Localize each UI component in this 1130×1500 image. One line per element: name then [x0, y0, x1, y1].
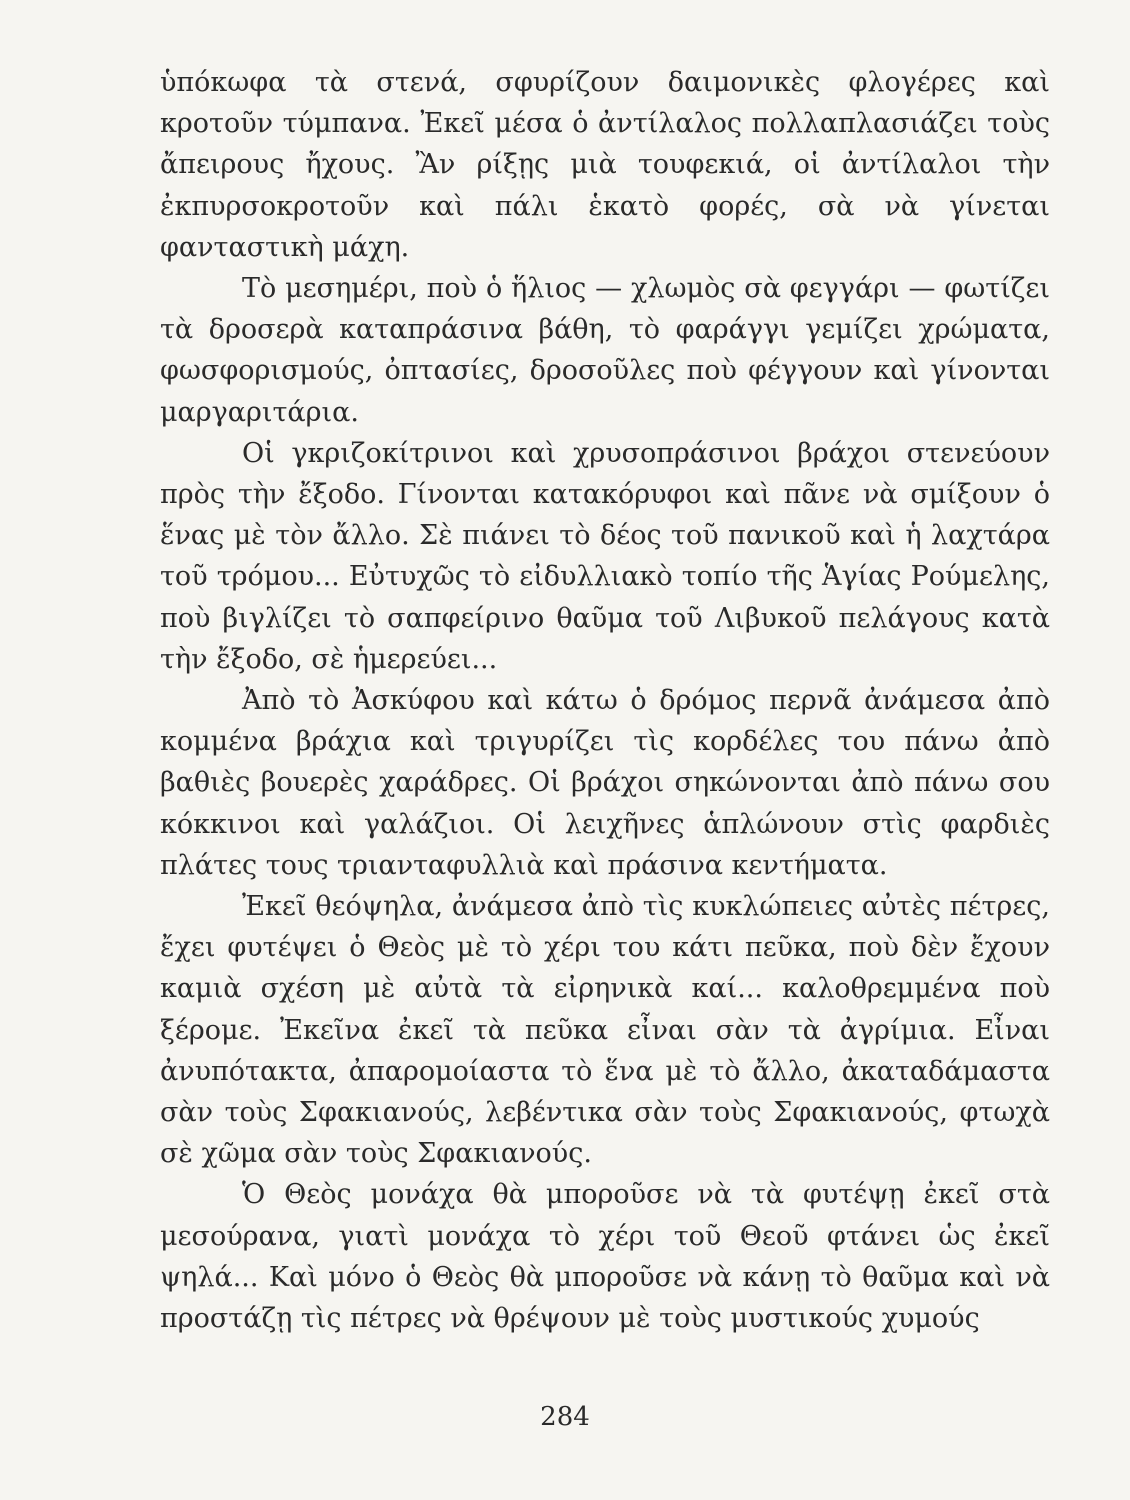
page-number: 284 [540, 1402, 590, 1432]
paragraph-1: ὑπόκωφα τὰ στενά, σφυρίζουν δαιμονικὲς φλογέρες καὶ κροτοῦν τύμπανα. Ἐκεῖ μέσα ὁ ἀντίλαλος πολλαπλασιάζει τοὺς ἄπειρους ἤχους. Ἂν ρίξῃς μιὰ τουφεκιά, οἱ ἀντίλαλοι τὴν ἐκπυρσοκροτοῦν καὶ πάλι ἑκατὸ φορές, σὰ νὰ γίνεται φανταστικὴ μάχη. [160, 67, 1050, 263]
paragraph-4: Ἀπὸ τὸ Ἀσκύφου καὶ κάτω ὁ δρόμος περνᾶ ἀνάμεσα ἀπὸ κομμένα βράχια καὶ τριγυρίζει τὶς κορδέλες του πάνω ἀπὸ βαθιὲς βουερὲς χαράδρες. Οἱ βράχοι σηκώνονται ἀπὸ πάνω σου κόκκινοι καὶ γαλάζιοι. Οἱ λειχῆνες ἁπλώνουν στὶς φαρδιὲς πλάτες τους τριανταφυλλιὰ καὶ πράσινα κεντήματα. [160, 685, 1050, 881]
paragraph-2: Τὸ μεσημέρι, ποὺ ὁ ἥλιος — χλωμὸς σὰ φεγγάρι — φωτίζει τὰ δροσερὰ καταπράσινα βάθη, τὸ φαράγγι γεμίζει χρώματα, φωσφορισμούς, ὀπτασίες, δροσοῦλες ποὺ φέγγουν καὶ γίνονται μαργαριτάρια. [160, 273, 1050, 428]
paragraph-5: Ἐκεῖ θεόψηλα, ἀνάμεσα ἀπὸ τὶς κυκλώπειες αὐτὲς πέτρες, ἔχει φυτέψει ὁ Θεὸς μὲ τὸ χέρι του κάτι πεῦκα, ποὺ δὲν ἔχουν καμιὰ σχέση μὲ αὐτὰ τὰ εἰρηνικὰ καί... καλοθρεμμένα ποὺ ξέρομε. Ἐκεῖνα ἐκεῖ τὰ πεῦκα εἶναι σὰν τὰ ἀγρίμια. Εἶναι ἀνυπότακτα, ἀπαρομοίαστα τὸ ἕνα μὲ τὸ ἄλλο, ἀκαταδάμαστα σὰν τοὺς Σφακιανούς, λεβέντικα σὰν τοὺς Σφακιανούς, φτωχὰ σὲ χῶμα σὰν τοὺς Σφακιανούς. [160, 891, 1050, 1170]
body-text [160, 62, 1050, 1339]
paragraph-6: Ὁ Θεὸς μονάχα θὰ μποροῦσε νὰ τὰ φυτέψῃ ἐκεῖ στὰ μεσούρανα, γιατὶ μονάχα τὸ χέρι τοῦ Θεοῦ φτάνει ὡς ἐκεῖ ψηλά... Καὶ μόνο ὁ Θεὸς θὰ μποροῦσε νὰ κάνῃ τὸ θαῦμα καὶ νὰ προστάζῃ τὶς πέτρες νὰ θρέψουν μὲ τοὺς μυστικούς χυμούς [160, 1179, 1050, 1335]
paragraph-3: Οἱ γκριζοκίτρινοι καὶ χρυσοπράσινοι βράχοι στενεύουν πρὸς τὴν ἔξοδο. Γίνονται κατακόρυφοι καὶ πᾶνε νὰ σμίξουν ὁ ἕνας μὲ τὸν ἄλλο. Σὲ πιάνει τὸ δέος τοῦ πανικοῦ καὶ ἡ λαχτάρα τοῦ τρόμου... Εὐτυχῶς τὸ εἰδυλλιακὸ τοπίο τῆς Ἁγίας Ρούμελης, ποὺ βιγλίζει τὸ σαπφείρινο θαῦμα τοῦ Λιβυκοῦ πελάγους κατὰ τὴν ἔξοδο, σὲ ἡμερεύει... [160, 437, 1050, 675]
